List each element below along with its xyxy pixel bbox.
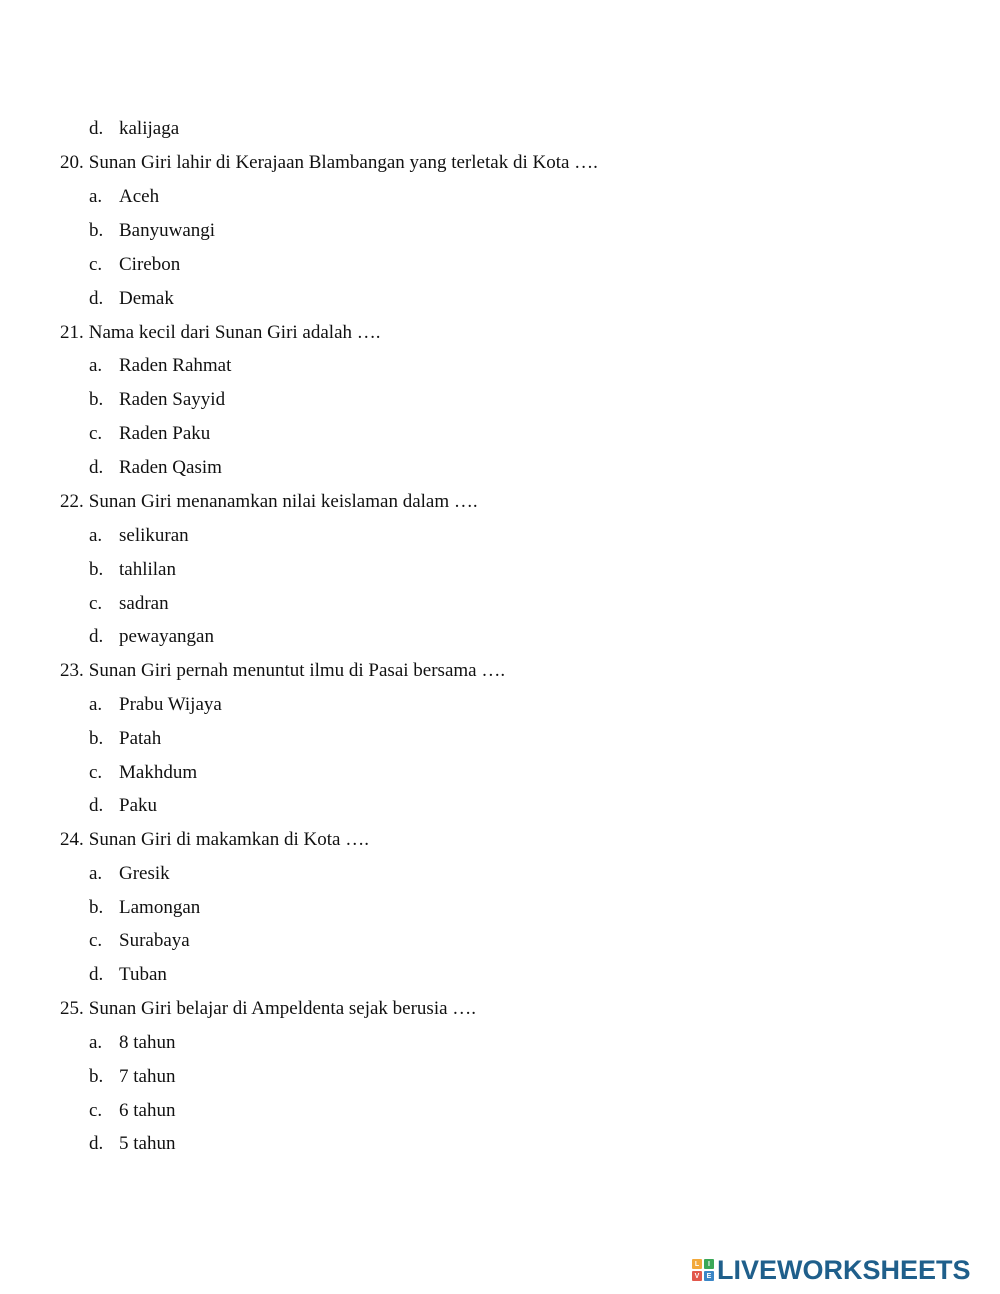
option-22-b bbox=[89, 559, 176, 581]
question-text: Sunan Giri pernah menuntut ilmu di Pasai bersama …. bbox=[88, 660, 506, 681]
logo-mark-i: I bbox=[704, 1259, 714, 1269]
option-25-d bbox=[89, 1133, 175, 1155]
question-25 bbox=[60, 998, 476, 1020]
option-letter: d. bbox=[89, 288, 104, 309]
option-23-c bbox=[89, 762, 197, 784]
option-text: Raden Qasim bbox=[119, 457, 222, 478]
question-22 bbox=[60, 491, 478, 513]
option-letter: b. bbox=[89, 897, 104, 918]
option-25-c bbox=[89, 1100, 175, 1122]
liveworksheets-logo-icon bbox=[692, 1259, 714, 1281]
option-text: 8 tahun bbox=[119, 1032, 176, 1053]
option-text: Aceh bbox=[119, 186, 160, 207]
option-letter: a. bbox=[89, 1032, 103, 1053]
option-20-b bbox=[89, 220, 215, 242]
option-24-b bbox=[89, 897, 200, 919]
option-text: Tuban bbox=[119, 964, 167, 985]
option-22-d bbox=[89, 626, 214, 648]
option-22-a bbox=[89, 525, 189, 547]
question-number: 23. bbox=[60, 660, 84, 681]
option-text: pewayangan bbox=[119, 626, 214, 647]
logo-mark-v: V bbox=[692, 1271, 702, 1281]
option-text: 5 tahun bbox=[119, 1133, 176, 1154]
option-letter: c. bbox=[89, 762, 103, 783]
option-21-b bbox=[89, 389, 225, 411]
option-25-b bbox=[89, 1066, 175, 1088]
option-text: Lamongan bbox=[119, 897, 201, 918]
option-text: Patah bbox=[119, 728, 162, 749]
option-23-b bbox=[89, 728, 161, 750]
option-text: Raden Rahmat bbox=[119, 355, 232, 376]
option-text: Cirebon bbox=[119, 254, 181, 275]
option-text: 6 tahun bbox=[119, 1100, 176, 1121]
option-text: Raden Sayyid bbox=[119, 389, 226, 410]
question-23 bbox=[60, 660, 505, 682]
question-text: Sunan Giri di makamkan di Kota …. bbox=[88, 829, 369, 850]
logo-text: LIVEWORKSHEETS bbox=[717, 1254, 971, 1285]
option-21-c bbox=[89, 423, 210, 445]
liveworksheets-logo[interactable] bbox=[692, 1255, 971, 1285]
option-21-a bbox=[89, 355, 231, 377]
option-letter: d. bbox=[89, 964, 104, 985]
option-20-d bbox=[89, 288, 174, 310]
option-letter: b. bbox=[89, 559, 104, 580]
option-letter: a. bbox=[89, 525, 103, 546]
question-number: 25. bbox=[60, 998, 84, 1019]
option-23-a bbox=[89, 694, 222, 716]
option-23-d bbox=[89, 795, 157, 817]
option-letter: c. bbox=[89, 423, 103, 444]
question-number: 21. bbox=[60, 322, 84, 343]
option-letter: d. bbox=[89, 118, 104, 139]
option-25-a bbox=[89, 1032, 175, 1054]
option-letter: b. bbox=[89, 728, 104, 749]
option-text: Makhdum bbox=[119, 762, 198, 783]
option-letter: d. bbox=[89, 1133, 104, 1154]
question-text: Sunan Giri lahir di Kerajaan Blambangan yang terletak di Kota …. bbox=[88, 152, 598, 173]
option-letter: a. bbox=[89, 186, 103, 207]
option-text: tahlilan bbox=[119, 559, 176, 580]
option-24-d bbox=[89, 964, 167, 986]
logo-mark-e: E bbox=[704, 1271, 714, 1281]
option-text: Demak bbox=[119, 288, 174, 309]
question-24 bbox=[60, 829, 369, 851]
question-text: Nama kecil dari Sunan Giri adalah …. bbox=[88, 322, 381, 343]
option-text: Prabu Wijaya bbox=[119, 694, 222, 715]
option-text: Surabaya bbox=[119, 930, 190, 951]
question-21 bbox=[60, 322, 381, 344]
option-text: Paku bbox=[119, 795, 157, 816]
option-letter: d. bbox=[89, 795, 104, 816]
option-text: selikuran bbox=[119, 525, 189, 546]
option-21-d bbox=[89, 457, 222, 479]
question-number: 22. bbox=[60, 491, 84, 512]
option-24-a bbox=[89, 863, 170, 885]
option-text: Raden Paku bbox=[119, 423, 211, 444]
option-letter: c. bbox=[89, 593, 103, 614]
option-letter: c. bbox=[89, 930, 103, 951]
option-letter: b. bbox=[89, 389, 104, 410]
logo-mark-l: L bbox=[692, 1259, 702, 1269]
option-letter: b. bbox=[89, 1066, 104, 1087]
question-text: Sunan Giri menanamkan nilai keislaman dalam …. bbox=[88, 491, 478, 512]
option-text: Gresik bbox=[119, 863, 170, 884]
option-text: sadran bbox=[119, 593, 169, 614]
option-22-c bbox=[89, 593, 169, 615]
question-number: 24. bbox=[60, 829, 84, 850]
option-text: 7 tahun bbox=[119, 1066, 176, 1087]
question-text: Sunan Giri belajar di Ampeldenta sejak berusia …. bbox=[88, 998, 477, 1019]
option-24-c bbox=[89, 930, 190, 952]
question-number: 20. bbox=[60, 152, 84, 173]
option-text: Banyuwangi bbox=[119, 220, 216, 241]
question-20 bbox=[60, 152, 598, 174]
option-letter: d. bbox=[89, 457, 104, 478]
option-text: kalijaga bbox=[119, 118, 180, 139]
option-letter: d. bbox=[89, 626, 104, 647]
option-19-d bbox=[89, 118, 179, 140]
option-letter: a. bbox=[89, 355, 103, 376]
option-20-a bbox=[89, 186, 159, 208]
option-letter: c. bbox=[89, 1100, 103, 1121]
option-letter: c. bbox=[89, 254, 103, 275]
option-letter: b. bbox=[89, 220, 104, 241]
option-20-c bbox=[89, 254, 180, 276]
option-letter: a. bbox=[89, 863, 103, 884]
option-letter: a. bbox=[89, 694, 103, 715]
